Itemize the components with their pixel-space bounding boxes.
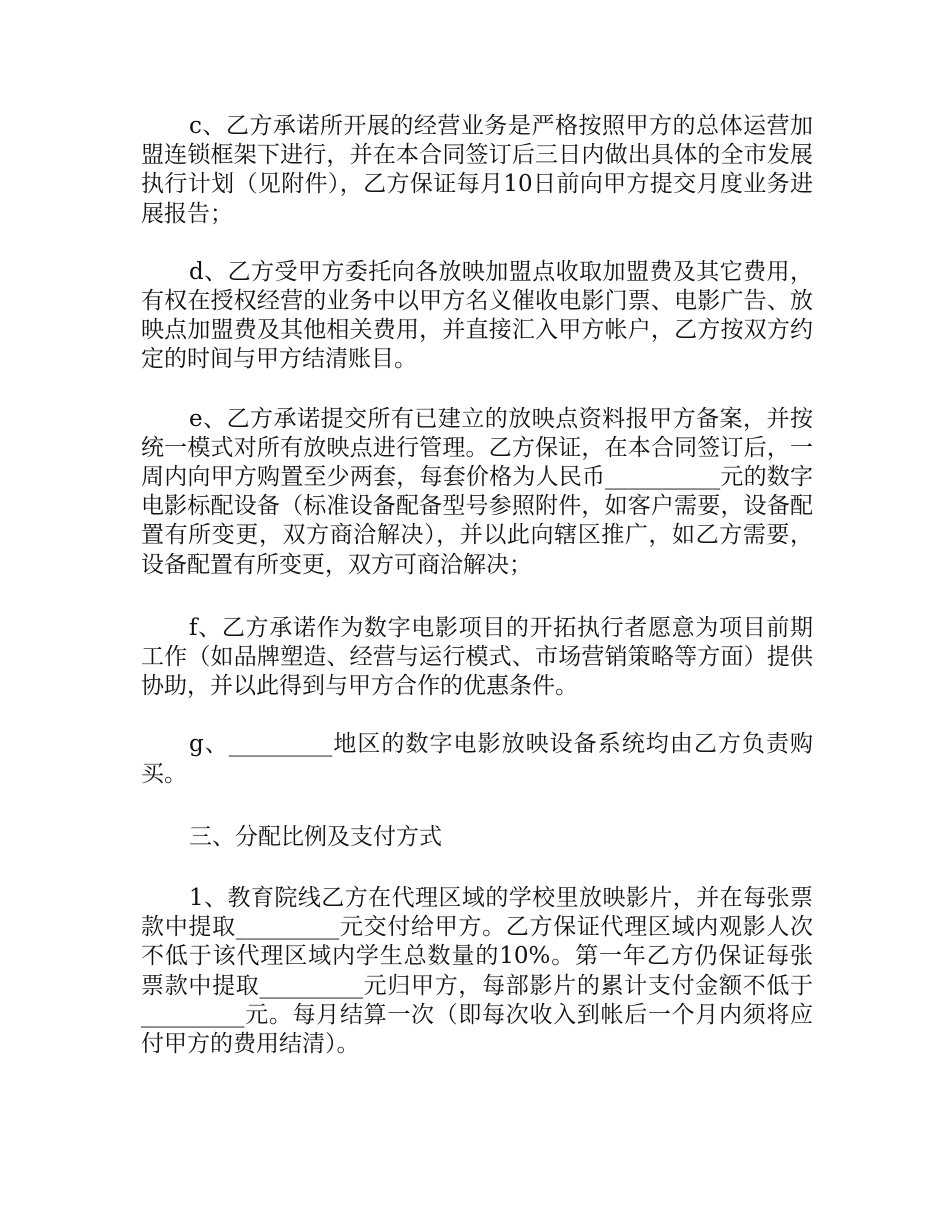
paragraph-f: f、乙方承诺作为数字电影项目的开拓执行者愿意为项目前期工作（如品牌塑造、经营与运行模式、市场营销策略等方面）提供协助，并以此得到与甲方合作的优惠条件。 bbox=[141, 614, 813, 700]
paragraph-g: g、_________地区的数字电影放映设备系统均由乙方负责购买。 bbox=[141, 731, 813, 787]
paragraph-item-1: 1、教育院线乙方在代理区域的学校里放映影片，并在每张票款中提取_________元交付给甲方。乙方保证代理区域内观影人次不低于该代理区域内学生总数量的10%。第一年乙方仍保证每张票款中提取_________元归甲方，每部影片的累计支付金额不低于_________元。每月结算一次（即每次收入到帐后一个月内须将应付甲方的费用结清）。 bbox=[141, 885, 813, 1058]
document-body bbox=[141, 112, 813, 1059]
paragraph-d: d、乙方受甲方委托向各放映加盟点收取加盟费及其它费用，有权在授权经营的业务中以甲方名义催收电影门票、电影广告、放映点加盟费及其他相关费用，并直接汇入甲方帐户，乙方按双方约定的时间与甲方结清账目。 bbox=[141, 258, 813, 373]
paragraph-e: e、乙方承诺提交所有已建立的放映点资料报甲方备案，并按统一模式对所有放映点进行管理。乙方保证，在本合同签订后，一周内向甲方购置至少两套，每套价格为人民币__________元的数字电影标配设备（标准设备配备型号参照附件，如客户需要，设备配置有所变更，双方商洽解决），并以此向辖区推广，如乙方需要，设备配置有所变更，双方可商洽解决； bbox=[141, 405, 813, 578]
section-heading: 三、分配比例及支付方式 bbox=[189, 823, 442, 850]
paragraph-c: c、乙方承诺所开展的经营业务是严格按照甲方的总体运营加盟连锁框架下进行，并在本合同签订后三日内做出具体的全市发展执行计划（见附件），乙方保证每月10日前向甲方提交月度业务进展报告； bbox=[141, 113, 813, 227]
